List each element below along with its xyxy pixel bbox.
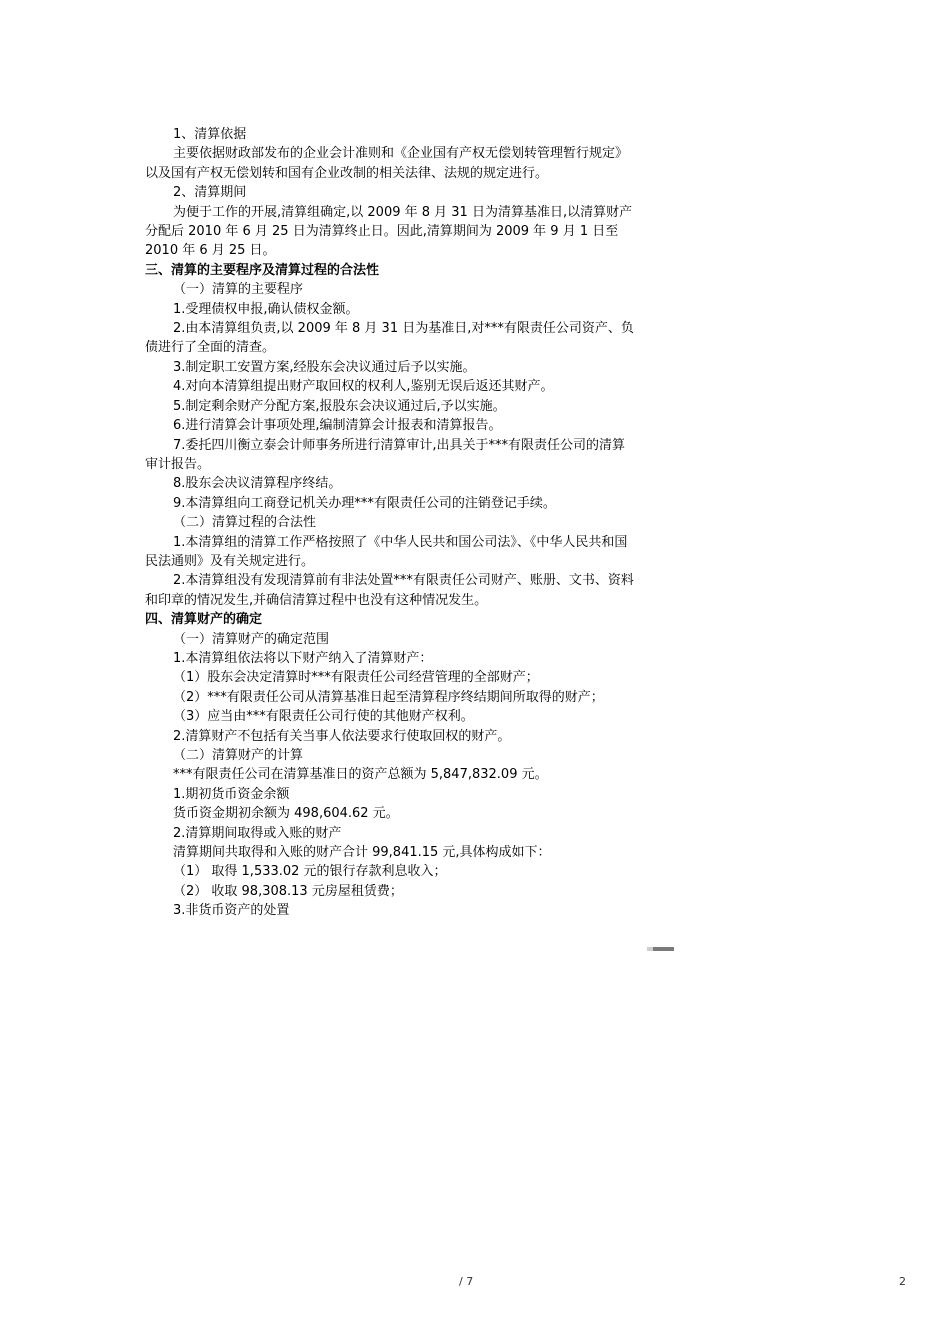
section-heading: 四、清算财产的确定 (145, 612, 263, 628)
document-body (145, 125, 635, 921)
paragraph: 2、清算期间 (173, 185, 247, 201)
paragraph: 2.清算期间取得或入账的财产 (173, 825, 342, 841)
paragraph: 2.清算财产不包括有关当事人依法要求行使取回权的财产。 (173, 728, 511, 744)
paragraph: 3.非货币资产的处置 (173, 903, 290, 919)
paragraph: （二）清算财产的计算 (173, 748, 304, 763)
paragraph: （二）清算过程的合法性 (173, 515, 317, 531)
paragraph: 1.本清算组依法将以下财产纳入了清算财产： (173, 650, 433, 666)
paragraph: 清算期间共取得和入账的财产合计 99,841.15 元,具体构成如下： (173, 845, 551, 861)
paragraph: 9.本清算组向工商登记机关办理***有限责任公司的注销登记手续。 (173, 495, 556, 511)
paragraph: 5.制定剩余财产分配方案,报股东会决议通过后,予以实施。 (173, 398, 506, 414)
paragraph: （3）应当由***有限责任公司行使的其他财产权利。 (173, 709, 474, 725)
paragraph: ***有限责任公司在清算基准日的资产总额为 5,847,832.09 元。 (173, 767, 548, 783)
paragraph: （一）清算财产的确定范围 (173, 631, 330, 647)
paragraph: （1）股东会决定清算时***有限责任公司经营管理的全部财产； (173, 670, 539, 686)
footer-page-total: / 7 (459, 1275, 474, 1288)
paragraph: 2.本清算组没有发现清算前有非法处置***有限责任公司财产、账册、文书、资料和印章的情况发生,并确信清算过程中也没有这种情况发生。 (145, 573, 634, 608)
paragraph: 1.期初货币资金余额 (173, 786, 290, 802)
paragraph: （1） 取得 1,533.02 元的银行存款利息收入； (173, 864, 447, 880)
paragraph: 6.进行清算会计事项处理,编制清算会计报表和清算报告。 (173, 418, 502, 434)
paragraph: （2）***有限责任公司从清算基准日起至清算程序终结期间所取得的财产； (173, 689, 604, 705)
paragraph: 1.受理债权申报,确认债权金额。 (173, 301, 359, 317)
footer-page-number: 2 (899, 1275, 906, 1288)
paragraph: 货币资金期初余额为 498,604.62 元。 (173, 806, 399, 822)
page-marker-dark (653, 947, 674, 951)
paragraph: 主要依据财政部发布的企业会计准则和《企业国有产权无偿划转管理暂行规定》以及国有产权无偿划转和国有企业改制的相关法律、法规的规定进行。 (145, 146, 629, 181)
page-marker (647, 947, 674, 951)
paragraph: 1.本清算组的清算工作严格按照了《中华人民共和国公司法》、《中华人民共和国民法通则》及有关规定进行。 (145, 534, 628, 569)
paragraph: 3.制定职工安置方案,经股东会决议通过后予以实施。 (173, 359, 476, 375)
paragraph: 7.委托四川衡立泰会计师事务所进行清算审计,出具关于***有限责任公司的清算审计报告。 (145, 437, 626, 472)
paragraph: 4.对向本清算组提出财产取回权的权利人,鉴别无误后返还其财产。 (173, 379, 554, 395)
paragraph: 为便于工作的开展,清算组确定,以 2009 年 8 月 31 日为清算基准日,以清算财产分配后 2010 年 6 月 25 日为清算终止日。因此,清算期间为 2009 年 9 月 1 日至 2010 年 6 月 25 日。 (145, 204, 633, 259)
paragraph: 1、清算依据 (173, 127, 247, 142)
paragraph: 8.股东会决议清算程序终结。 (173, 476, 342, 492)
paragraph: （2） 收取 98,308.13 元房屋租赁费； (173, 883, 403, 899)
paragraph: （一）清算的主要程序 (173, 282, 304, 298)
section-heading: 三、清算的主要程序及清算过程的合法性 (145, 262, 380, 278)
paragraph: 2.由本清算组负责,以 2009 年 8 月 31 日为基准日,对***有限责任公司资产、负债进行了全面的清查。 (145, 321, 634, 356)
